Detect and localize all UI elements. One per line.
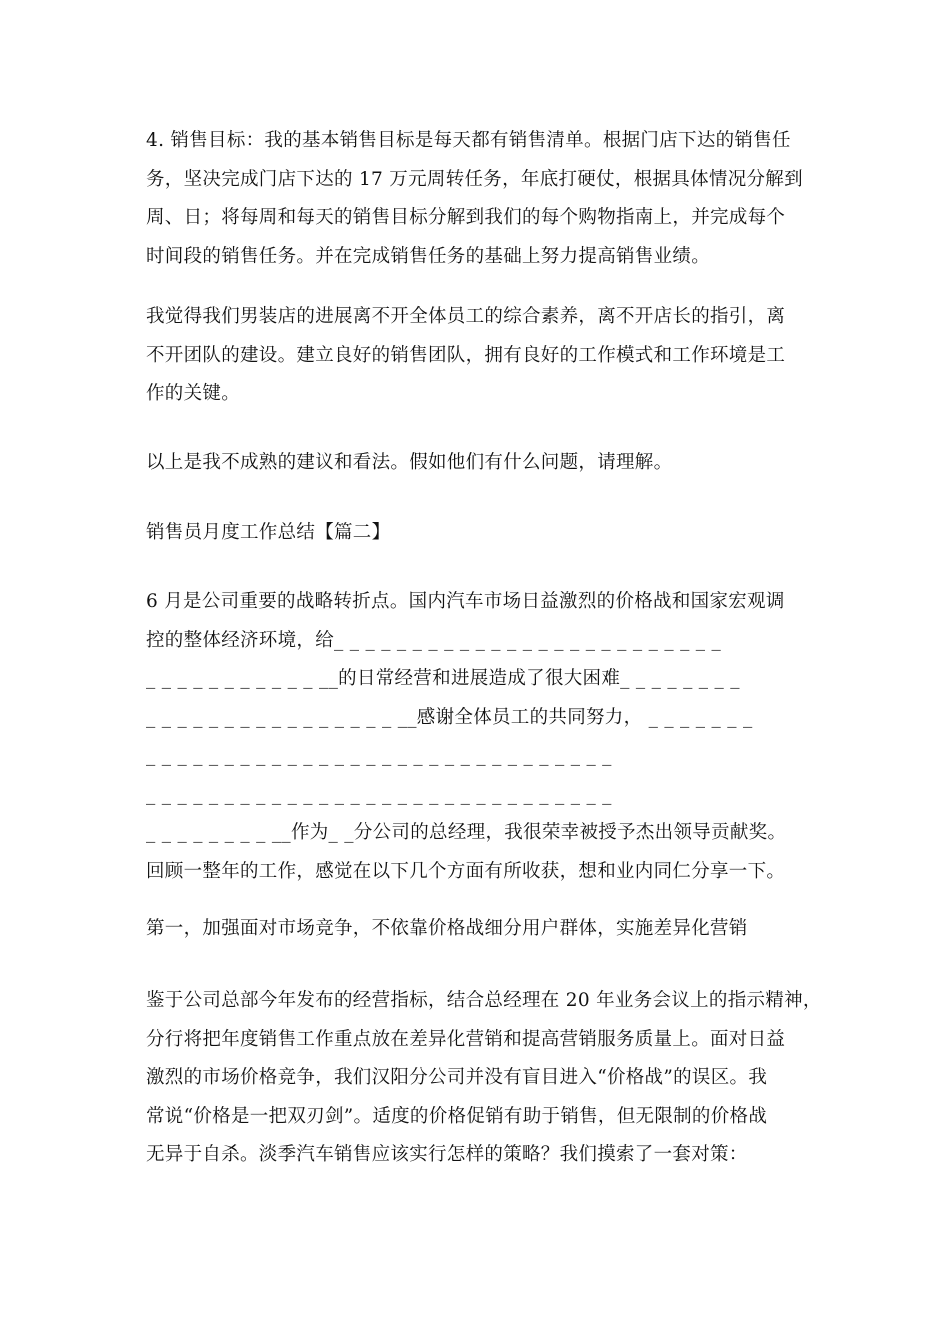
blank-fill: _ _ _ _ _ _ _ (642, 706, 753, 728)
text-line: 以上是我不成熟的建议和看法。假如他们有什么问题，请理解。 (146, 452, 673, 473)
text-line: 回顾一整年的工作，感觉在以下几个方面有所收获，想和业内同仁分享一下。 (146, 860, 786, 882)
text-line: 我觉得我们男装店的进展离不开全体员工的综合素养，离不开店长的指引，离 (146, 306, 786, 327)
text-line: 激烈的市场价格竞争，我们汉阳分公司并没有盲目进入“价格战”的误区。我 (146, 1067, 768, 1088)
paragraph-sales-target (146, 122, 806, 276)
text-line: _ _ _ _ _ _ _ _ _ _ _ _ _ _ _ _ _ _ _ _ _ _ _ _ _ _ _ _ _ _ (146, 745, 612, 766)
text-line: 控的整体经济环境，给_ _ _ _ _ _ _ _ _ _ _ _ _ _ _ _ _ _ _ _ _ _ _ _ _ (146, 629, 722, 651)
text-line: 4. 销售目标：我的基本销售目标是每天都有销售清单。根据门店下达的销售任 (146, 130, 791, 151)
text-line: 鉴于公司总部今年发布的经营指标，结合总经理在 20 年业务会议上的指示精神， (146, 990, 822, 1011)
text-line (146, 660, 806, 699)
paragraph-closing (146, 444, 806, 483)
text-line: 6 月是公司重要的战略转折点。国内汽车市场日益激烈的价格战和国家宏观调 (146, 591, 785, 612)
inline-text: _感谢全体员工的共同努力， (407, 706, 643, 728)
text-line: _ _ _ _ _ _ _ _ _ _ _ _ _ _ _ _ _ _ _ _ _ _ _ _ _ _ _ _ _ _ (146, 783, 612, 805)
text-line: 作的关键。 (146, 383, 241, 404)
section-heading (146, 514, 806, 553)
heading-text: 销售员月度工作总结【篇二】 (146, 522, 391, 543)
text-line: 第一，加强面对市场竞争，不依靠价格战细分用户群体，实施差异化营销 (146, 918, 748, 939)
text-line: 务，坚决完成门店下达的 17 万元周转任务，年底打硬仗，根据具体情况分解到 (146, 168, 803, 190)
text-line: 常说“价格是一把双刃剑”。适度的价格促销有助于销售，但无限制的价格战 (146, 1105, 768, 1127)
text-line (146, 699, 806, 738)
text-line: 不开团队的建设。建立良好的销售团队，拥有良好的工作模式和工作环境是工 (146, 344, 786, 366)
paragraph-team (146, 298, 806, 414)
text-line: 无异于自杀。淡季汽车销售应该实行怎样的策略？我们摸索了一套对策： (146, 1144, 748, 1165)
blank-fill: _ _ _ _ _ _ _ _ _ (146, 822, 282, 843)
text-line: 分行将把年度销售工作重点放在差异化营销和提高营销服务质量上。面对日益 (146, 1028, 786, 1050)
blank-fill: _ _ _ _ _ _ _ _ _ _ _ _ _ _ _ _ _ (146, 706, 408, 728)
text-line: 周、日；将每周和每天的销售目标分解到我们的每个购物指南上，并完成每个 (146, 207, 786, 228)
inline-text: _作为_ _分公司的总经理，我很荣幸被授予杰出领导贡献奖。 (281, 822, 787, 843)
blank-fill: _ _ _ _ _ _ _ (629, 668, 740, 689)
text-line: 时间段的销售任务。并在完成销售任务的基础上努力提高销售业绩。 (146, 245, 711, 267)
paragraph-strategy (146, 982, 822, 1175)
paragraph-june-review (146, 583, 806, 891)
inline-text: _的日常经营和进展造成了很大困难_ (328, 668, 630, 689)
paragraph-first-point (146, 910, 806, 949)
blank-fill: _ _ _ _ _ _ _ _ _ _ _ _ (146, 668, 329, 689)
text-line (146, 814, 806, 853)
